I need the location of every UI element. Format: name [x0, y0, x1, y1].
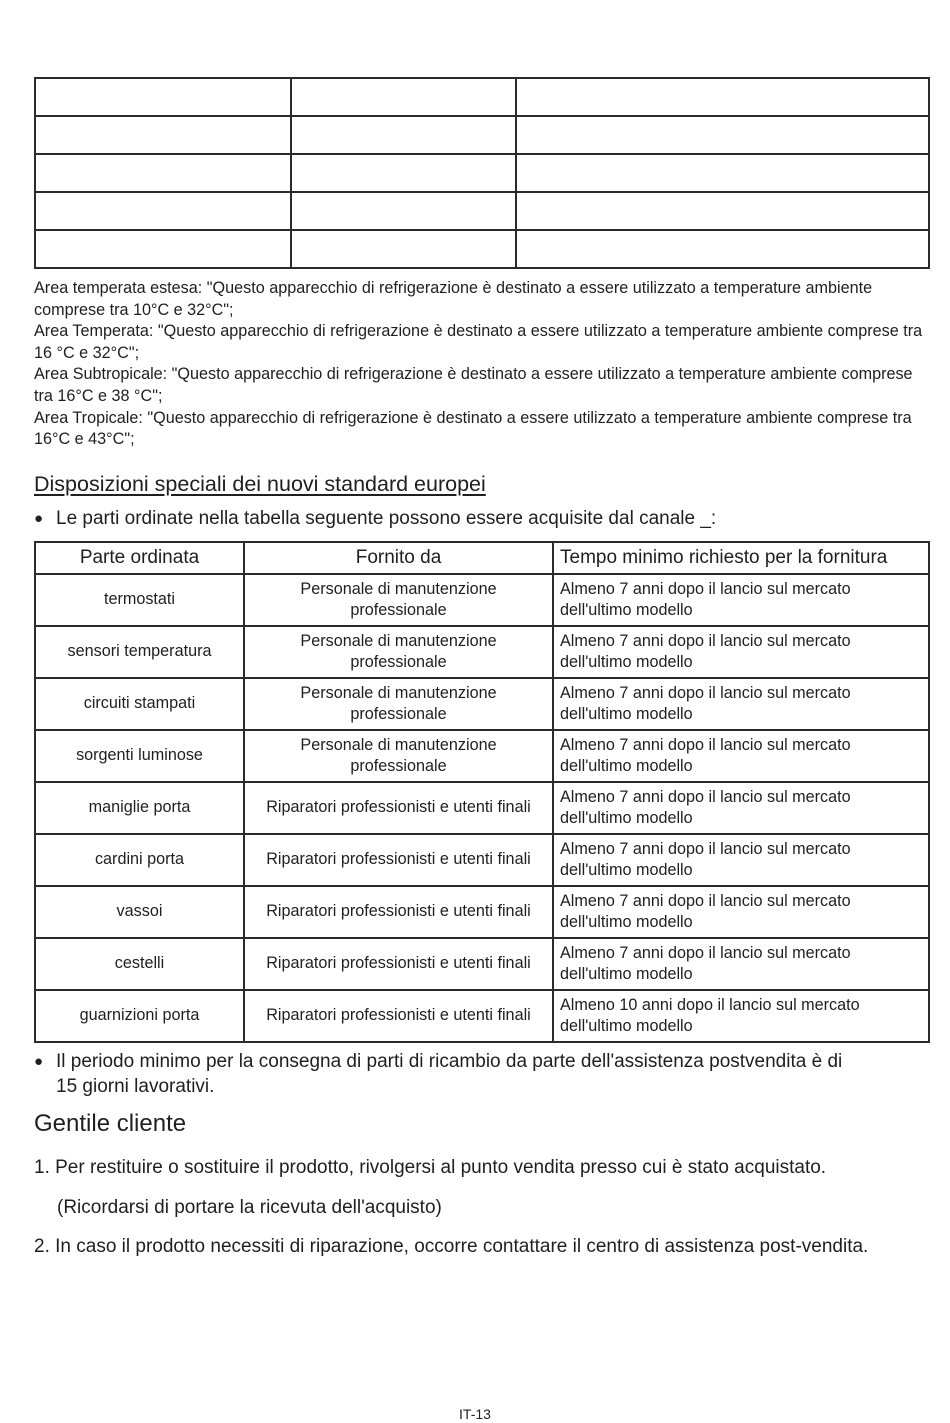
supplier-cell-line: Personale di manutenzione [300, 579, 497, 598]
min-time-cell-line: Almeno 7 anni dopo il lancio sul mercato [560, 943, 851, 962]
part-cell: cestelli [35, 938, 244, 990]
bullet-item [34, 1050, 924, 1099]
table-row [35, 730, 929, 782]
column-header: Tempo minimo richiesto per la fornitura [553, 542, 929, 574]
supplier-cell-line: professionale [350, 653, 447, 671]
column-header: Parte ordinata [35, 542, 244, 574]
bullet-line: Il periodo minimo per la consegna di parti di ricambio da parte dell'assistenza postvendita è di [56, 1051, 843, 1072]
table-row [35, 574, 929, 626]
bullet-item [34, 507, 914, 532]
min-time-cell-line: dell'ultimo modello [560, 653, 693, 671]
min-time-cell [553, 730, 929, 782]
table-row [35, 782, 929, 834]
table-header-row [35, 542, 929, 574]
min-time-cell-line: Almeno 7 anni dopo il lancio sul mercato [560, 839, 851, 858]
min-time-cell-line: Almeno 7 anni dopo il lancio sul mercato [560, 735, 851, 754]
min-time-cell [553, 626, 929, 678]
supplier-cell [244, 626, 553, 678]
min-time-cell [553, 834, 929, 886]
supplier-cell [244, 834, 553, 886]
supplier-cell-line: Personale di manutenzione [300, 683, 497, 702]
min-time-cell-line: dell'ultimo modello [560, 965, 693, 983]
min-time-cell-line: Almeno 7 anni dopo il lancio sul mercato [560, 683, 851, 702]
table-row [35, 626, 929, 678]
bullet-text: Le parti ordinate nella tabella seguente possono essere acquisite dal canale _: [56, 508, 717, 529]
part-cell: cardini porta [35, 834, 244, 886]
supplier-cell-line: Riparatori professionisti e utenti finali [266, 798, 531, 817]
bullet-icon: ● [34, 510, 44, 527]
supplier-cell [244, 730, 553, 782]
supplier-cell-line: Personale di manutenzione [300, 631, 497, 650]
numbered-item: 2. In caso il prodotto necessiti di riparazione, occorre contattare il centro di assistenza post-vendita. [34, 1236, 869, 1257]
supplier-cell-line: Riparatori professionisti e utenti finali [266, 902, 531, 921]
min-time-cell [553, 990, 929, 1042]
min-time-cell [553, 886, 929, 938]
table-row [35, 154, 929, 192]
min-time-cell-line: dell'ultimo modello [560, 1017, 693, 1035]
min-time-cell-line: Almeno 10 anni dopo il lancio sul mercato [560, 995, 860, 1014]
numbered-item: 1. Per restituire o sostituire il prodotto, rivolgersi al punto vendita presso cui è stato acquistato. [34, 1157, 827, 1178]
supplier-cell-line: Riparatori professionisti e utenti finali [266, 1006, 531, 1025]
table-row [35, 192, 929, 230]
table-row [35, 938, 929, 990]
supplier-cell-line: Riparatori professionisti e utenti finali [266, 954, 531, 973]
min-time-cell-line: dell'ultimo modello [560, 913, 693, 931]
page-number: IT-13 [459, 1406, 491, 1422]
table-row [35, 990, 929, 1042]
part-cell: vassoi [35, 886, 244, 938]
part-cell: sorgenti luminose [35, 730, 244, 782]
climate-paragraph: Area Temperata: "Questo apparecchio di refrigerazione è destinato a essere utilizzato a temperature ambiente comprese tra 16 °C e 32°C"; [34, 322, 923, 362]
numbered-item-note: (Ricordarsi di portare la ricevuta dell'acquisto) [57, 1197, 442, 1218]
min-time-cell-line: Almeno 7 anni dopo il lancio sul mercato [560, 631, 851, 650]
min-time-cell [553, 678, 929, 730]
column-header: Fornito da [244, 542, 553, 574]
climate-paragraph: Area temperata estesa: "Questo apparecchio di refrigerazione è destinato a essere utilizzato a temperature ambiente comprese tra 10°C e 32°C"; [34, 279, 873, 319]
table-row [35, 230, 929, 268]
table-row [35, 678, 929, 730]
min-time-cell-line: dell'ultimo modello [560, 705, 693, 723]
climate-class-text [34, 278, 934, 451]
spare-parts-table [34, 541, 930, 1043]
section-heading: Disposizioni speciali dei nuovi standard europei [34, 472, 486, 496]
table-row [35, 116, 929, 154]
supplier-cell [244, 678, 553, 730]
part-cell: sensori temperatura [35, 626, 244, 678]
table-row [35, 834, 929, 886]
bullet-icon: ● [34, 1053, 44, 1070]
table-row [35, 78, 929, 116]
min-time-cell [553, 574, 929, 626]
part-cell: termostati [35, 574, 244, 626]
supplier-cell [244, 574, 553, 626]
min-time-cell-line: Almeno 7 anni dopo il lancio sul mercato [560, 579, 851, 598]
min-time-cell-line: dell'ultimo modello [560, 601, 693, 619]
supplier-cell [244, 938, 553, 990]
supplier-cell-line: professionale [350, 757, 447, 775]
bullet-text [34, 1050, 924, 1099]
supplier-cell-line: Personale di manutenzione [300, 735, 497, 754]
min-time-cell-line: dell'ultimo modello [560, 757, 693, 775]
part-cell: maniglie porta [35, 782, 244, 834]
min-time-cell-line: Almeno 7 anni dopo il lancio sul mercato [560, 891, 851, 910]
part-cell: guarnizioni porta [35, 990, 244, 1042]
empty-table [34, 77, 930, 269]
customer-heading: Gentile cliente [34, 1110, 187, 1137]
min-time-cell [553, 938, 929, 990]
min-time-cell-line: dell'ultimo modello [560, 809, 693, 827]
supplier-cell-line: professionale [350, 705, 447, 723]
climate-paragraph: Area Subtropicale: "Questo apparecchio di refrigerazione è destinato a essere utilizzato a temperature ambiente comprese tra 16°C e 38 °C"; [34, 365, 913, 405]
supplier-cell [244, 782, 553, 834]
supplier-cell [244, 886, 553, 938]
supplier-cell [244, 990, 553, 1042]
min-time-cell-line: dell'ultimo modello [560, 861, 693, 879]
part-cell: circuiti stampati [35, 678, 244, 730]
supplier-cell-line: Riparatori professionisti e utenti finali [266, 850, 531, 869]
climate-paragraph: Area Tropicale: "Questo apparecchio di refrigerazione è destinato a essere utilizzato a temperature ambiente comprese tra 16°C e 43°C"; [34, 408, 912, 449]
min-time-cell [553, 782, 929, 834]
bullet-line: 15 giorni lavorativi. [56, 1075, 215, 1097]
min-time-cell-line: Almeno 7 anni dopo il lancio sul mercato [560, 787, 851, 806]
supplier-cell-line: professionale [350, 601, 447, 619]
table-row [35, 886, 929, 938]
